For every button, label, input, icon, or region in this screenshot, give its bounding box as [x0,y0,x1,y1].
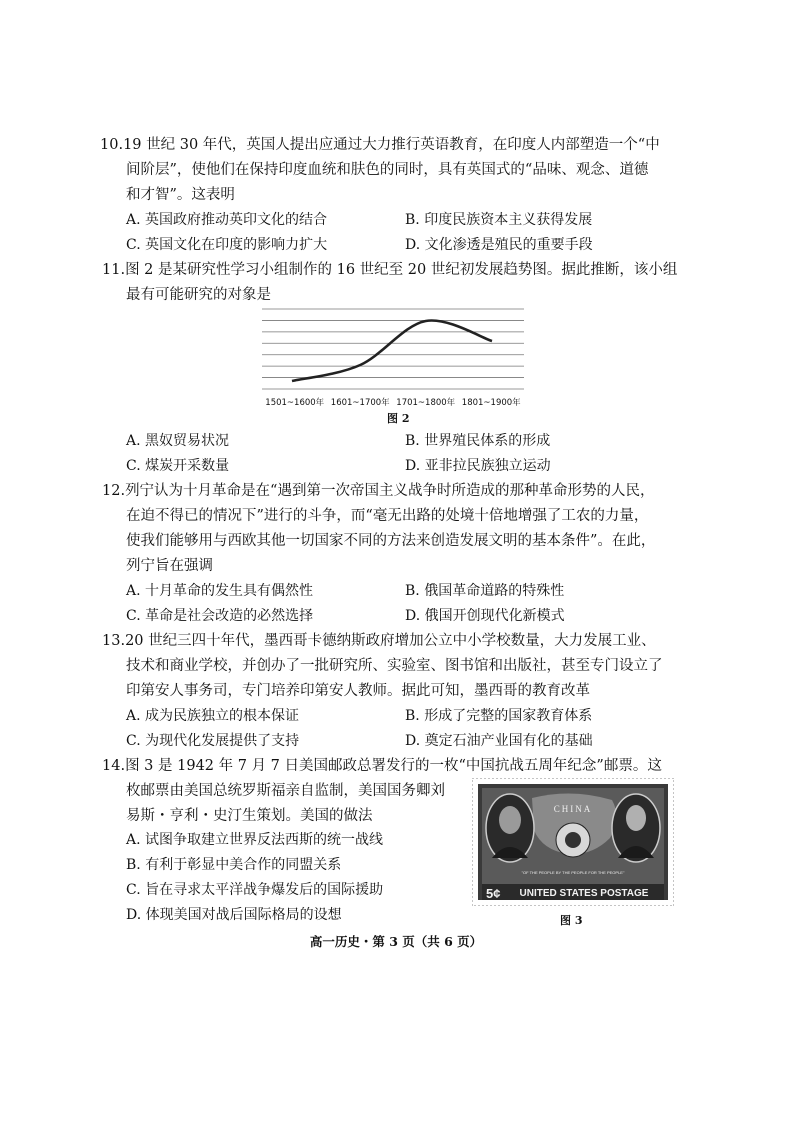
question-10 [102,133,682,158]
question-12-line-4: 列宁旨在强调 [126,558,213,574]
x-tick-label: 1501~1600年 [265,398,325,408]
question-12-option-c: C. 革命是社会改造的必然选择 [126,608,314,624]
question-11: 11.图 2 是某研究性学习小组制作的 16 世纪至 20 世纪初发展趋势图。据此推断，该小组 [102,262,678,278]
question-12: 12.列宁认为十月革命是在“遇到第一次帝国主义战争时所造成的那种革命形势的人民， [102,483,655,499]
question-13-option-b: B. 形成了完整的国家教育体系 [405,708,593,724]
question-10-line-2: 间阶层”，使他们在保持印度血统和肤色的同时，具有英国式的“品味、观念、道德 [126,162,649,178]
question-11-option-b: B. 世界殖民体系的形成 [405,433,551,449]
trend-chart [262,303,527,413]
trend-line [292,320,492,381]
question-14-line-3: 易斯・亨利・史汀生策划。美国的做法 [126,808,373,824]
stamp-country-text: CHINA [553,804,593,814]
question-10-option-b: B. 印度民族资本主义获得发展 [405,212,593,228]
question-14: 14.图 3 是 1942 年 7 月 7 日美国邮政总署发行的一枚“中国抗战五周年纪念”邮票。这 [102,758,662,774]
question-14-option-c: C. 旨在寻求太平洋战争爆发后的国际援助 [126,882,384,898]
china-resistance-stamp [472,778,674,906]
question-12-option-b: B. 俄国革命道路的特殊性 [405,583,565,599]
question-13: 13.20 世纪三四十年代，墨西哥卡德纳斯政府增加公立中小学校数量，大力发展工业、 [102,633,656,649]
question-10-line-3: 和才智”。这表明 [126,187,235,203]
page-footer: 高一历史・第 3 页（共 6 页） [309,934,483,949]
stamp-postage-text: UNITED STATES POSTAGE [519,888,649,899]
question-11-option-c: C. 煤炭开采数量 [126,458,230,474]
question-11-line-2: 最有可能研究的对象是 [126,287,271,303]
x-tick-label: 1801~1900年 [461,398,521,408]
x-tick-label: 1701~1800年 [396,398,456,408]
question-13-option-d: D. 奠定石油产业国有化的基础 [405,733,593,749]
stamp-quote-text: "OF THE PEOPLE BY THE PEOPLE FOR THE PEOPLE" [521,870,625,875]
figure-2-caption: 图 2 [387,412,410,425]
question-14-option-d: D. 体现美国对战后国际格局的设想 [126,907,342,923]
question-13-line-2: 技术和商业学校，并创办了一批研究所、实验室、图书馆和出版社，甚至专门设立了 [126,658,663,674]
question-14-line-2: 枚邮票由美国总统罗斯福亲自监制，美国国务卿刘 [126,783,445,799]
stamp-denomination: 5¢ [486,886,501,901]
question-12-line-2: 在迫不得已的情况下”进行的斗争，而“毫无出路的处境十倍地增强了工农的力量， [126,508,649,524]
question-12-line-3: 使我们能够用与西欧其他一切国家不同的方法来创造发展文明的基本条件”。在此， [126,533,656,549]
figure-3-caption: 图 3 [560,914,583,927]
question-13-option-c: C. 为现代化发展提供了支持 [126,733,300,749]
question-13-option-a: A. 成为民族独立的根本保证 [126,708,300,724]
question-14-option-b: B. 有利于彰显中美合作的同盟关系 [126,857,342,873]
question-12-option-a: A. 十月革命的发生具有偶然性 [126,583,314,599]
question-10-option-a: A. 英国政府推动英印文化的结合 [126,212,328,228]
question-11-option-d: D. 亚非拉民族独立运动 [405,458,551,474]
question-14-option-a: A. 试图争取建立世界反法西斯的统一战线 [126,832,384,848]
question-11-option-a: A. 黑奴贸易状况 [126,433,230,449]
question-10-option-d: D. 文化渗透是殖民的重要手段 [405,237,593,253]
question-12-option-d: D. 俄国开创现代化新模式 [405,608,565,624]
x-tick-label: 1601~1700年 [330,398,390,408]
question-13-line-3: 印第安人事务司，专门培养印第安人教师。据此可知，墨西哥的教育改革 [126,683,590,699]
question-10-line-1: 10.19 世纪 30 年代，英国人提出应通过大力推行英语教育，在印度人内部塑造一个“中 [100,137,660,153]
question-10-option-c: C. 英国文化在印度的影响力扩大 [126,237,328,253]
